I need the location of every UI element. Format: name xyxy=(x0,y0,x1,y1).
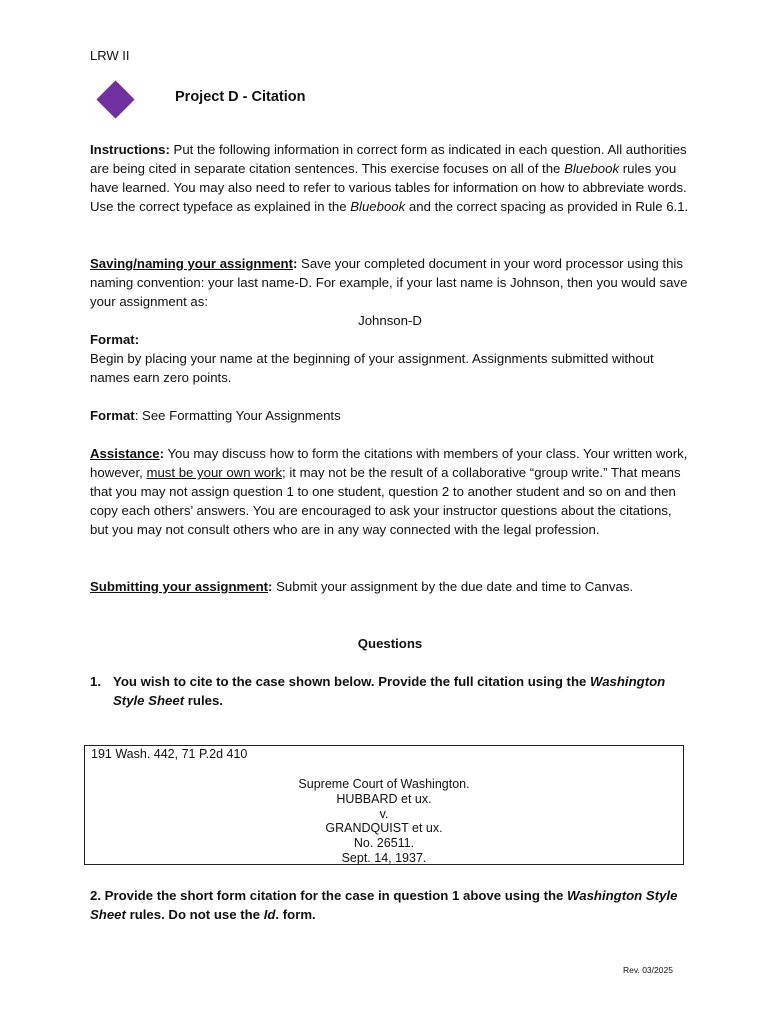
instructions-em-2: Bluebook xyxy=(350,199,406,214)
assistance-label: Assistance xyxy=(90,446,160,461)
format-see-text: : See Formatting Your Assignments xyxy=(134,408,341,423)
questions-heading: Questions xyxy=(357,636,423,651)
saving-colon: : xyxy=(292,256,298,271)
saving-label: Saving/naming your assignment xyxy=(90,256,293,271)
instructions-text-2: rules you have learned. You may also need to refer to various tables for information on how to abbreviate words. Use the correct typeface as explained in the xyxy=(90,161,687,214)
case-defendant: GRANDQUIST et ux. xyxy=(325,821,443,836)
case-date: Sept. 14, 1937. xyxy=(341,850,427,865)
question-1 xyxy=(90,672,690,710)
question-1-text xyxy=(90,672,690,710)
format-see-label: Format xyxy=(90,408,135,423)
question-1-number: 1. xyxy=(90,674,101,689)
assistance-colon: : xyxy=(159,446,165,461)
case-caption-box xyxy=(84,745,684,865)
instructions-text-3: and the correct spacing as provided in Rule 6.1. xyxy=(405,199,689,214)
assistance-paragraph xyxy=(90,444,690,539)
page-title: Project D - Citation xyxy=(175,89,306,105)
submitting-paragraph xyxy=(90,577,690,596)
case-court: Supreme Court of Washington. xyxy=(298,777,470,791)
question-1-em: Washington Style Sheet xyxy=(113,674,666,708)
instructions-text-1: Put the following information in correct form as indicated in each question. All authorities are being cited in separate citation sentences. This exercise focuses on all of the xyxy=(90,142,687,176)
instructions-label: Instructions: xyxy=(90,142,170,157)
case-versus: v. xyxy=(379,806,389,821)
saving-paragraph xyxy=(90,254,690,311)
revision-footer: Rev. 03/2025 xyxy=(623,965,673,975)
format-heading: Format: xyxy=(90,332,140,347)
saving-example: Johnson-D xyxy=(358,313,422,328)
question-2-em-1: Washington Style Sheet xyxy=(90,888,678,922)
saving-text: Save your completed document in your word processor using this naming convention: your last name-D. For example, if your last name is Johnson, then you would save your assignment as: xyxy=(90,256,688,309)
case-caption-lines xyxy=(85,777,683,866)
submitting-colon: : xyxy=(268,579,273,594)
assistance-underlined: must be your own work xyxy=(146,465,283,480)
assistance-text-1: You may discuss how to form the citations with members of your class. Your written work, however, xyxy=(90,446,688,480)
assistance-text-2: ; it may not be the result of a collaborative “group write.” That means that you may not assign question 1 to one student, question 2 to another student and so on and then copy each others’ answers. You are encouraged to ask your instructor questions about the citations, but you may not consult others who are in any way connected with the legal profession. xyxy=(90,465,681,537)
course-label: LRW II xyxy=(90,48,130,63)
question-1-text-2: rules. xyxy=(184,693,223,708)
question-2-text-2: rules. Do not use the xyxy=(125,907,264,922)
question-2-text-1: 2. Provide the short form citation for the case in question 1 above using the xyxy=(90,888,568,903)
case-citation: 191 Wash. 442, 71 P.2d 410 xyxy=(91,747,248,761)
diamond-logo-icon xyxy=(96,80,134,118)
instructions-paragraph xyxy=(90,140,690,216)
format-paragraph: Begin by placing your name at the beginning of your assignment. Assignments submitted without names earn zero points. xyxy=(90,351,654,385)
question-2 xyxy=(90,886,690,924)
case-number: No. 26511. xyxy=(353,836,415,851)
question-2-text-3: . form. xyxy=(275,907,316,922)
case-plaintiff: HUBBARD et ux. xyxy=(336,791,432,806)
submitting-label: Submitting your assignment xyxy=(90,579,269,594)
format-see-paragraph xyxy=(90,406,690,425)
instructions-em-1: Bluebook xyxy=(564,161,620,176)
question-2-em-2: Id xyxy=(263,907,276,922)
question-1-text-1: You wish to cite to the case shown below. Provide the full citation using the xyxy=(113,674,590,689)
submitting-text: Submit your assignment by the due date and time to Canvas. xyxy=(272,579,634,594)
